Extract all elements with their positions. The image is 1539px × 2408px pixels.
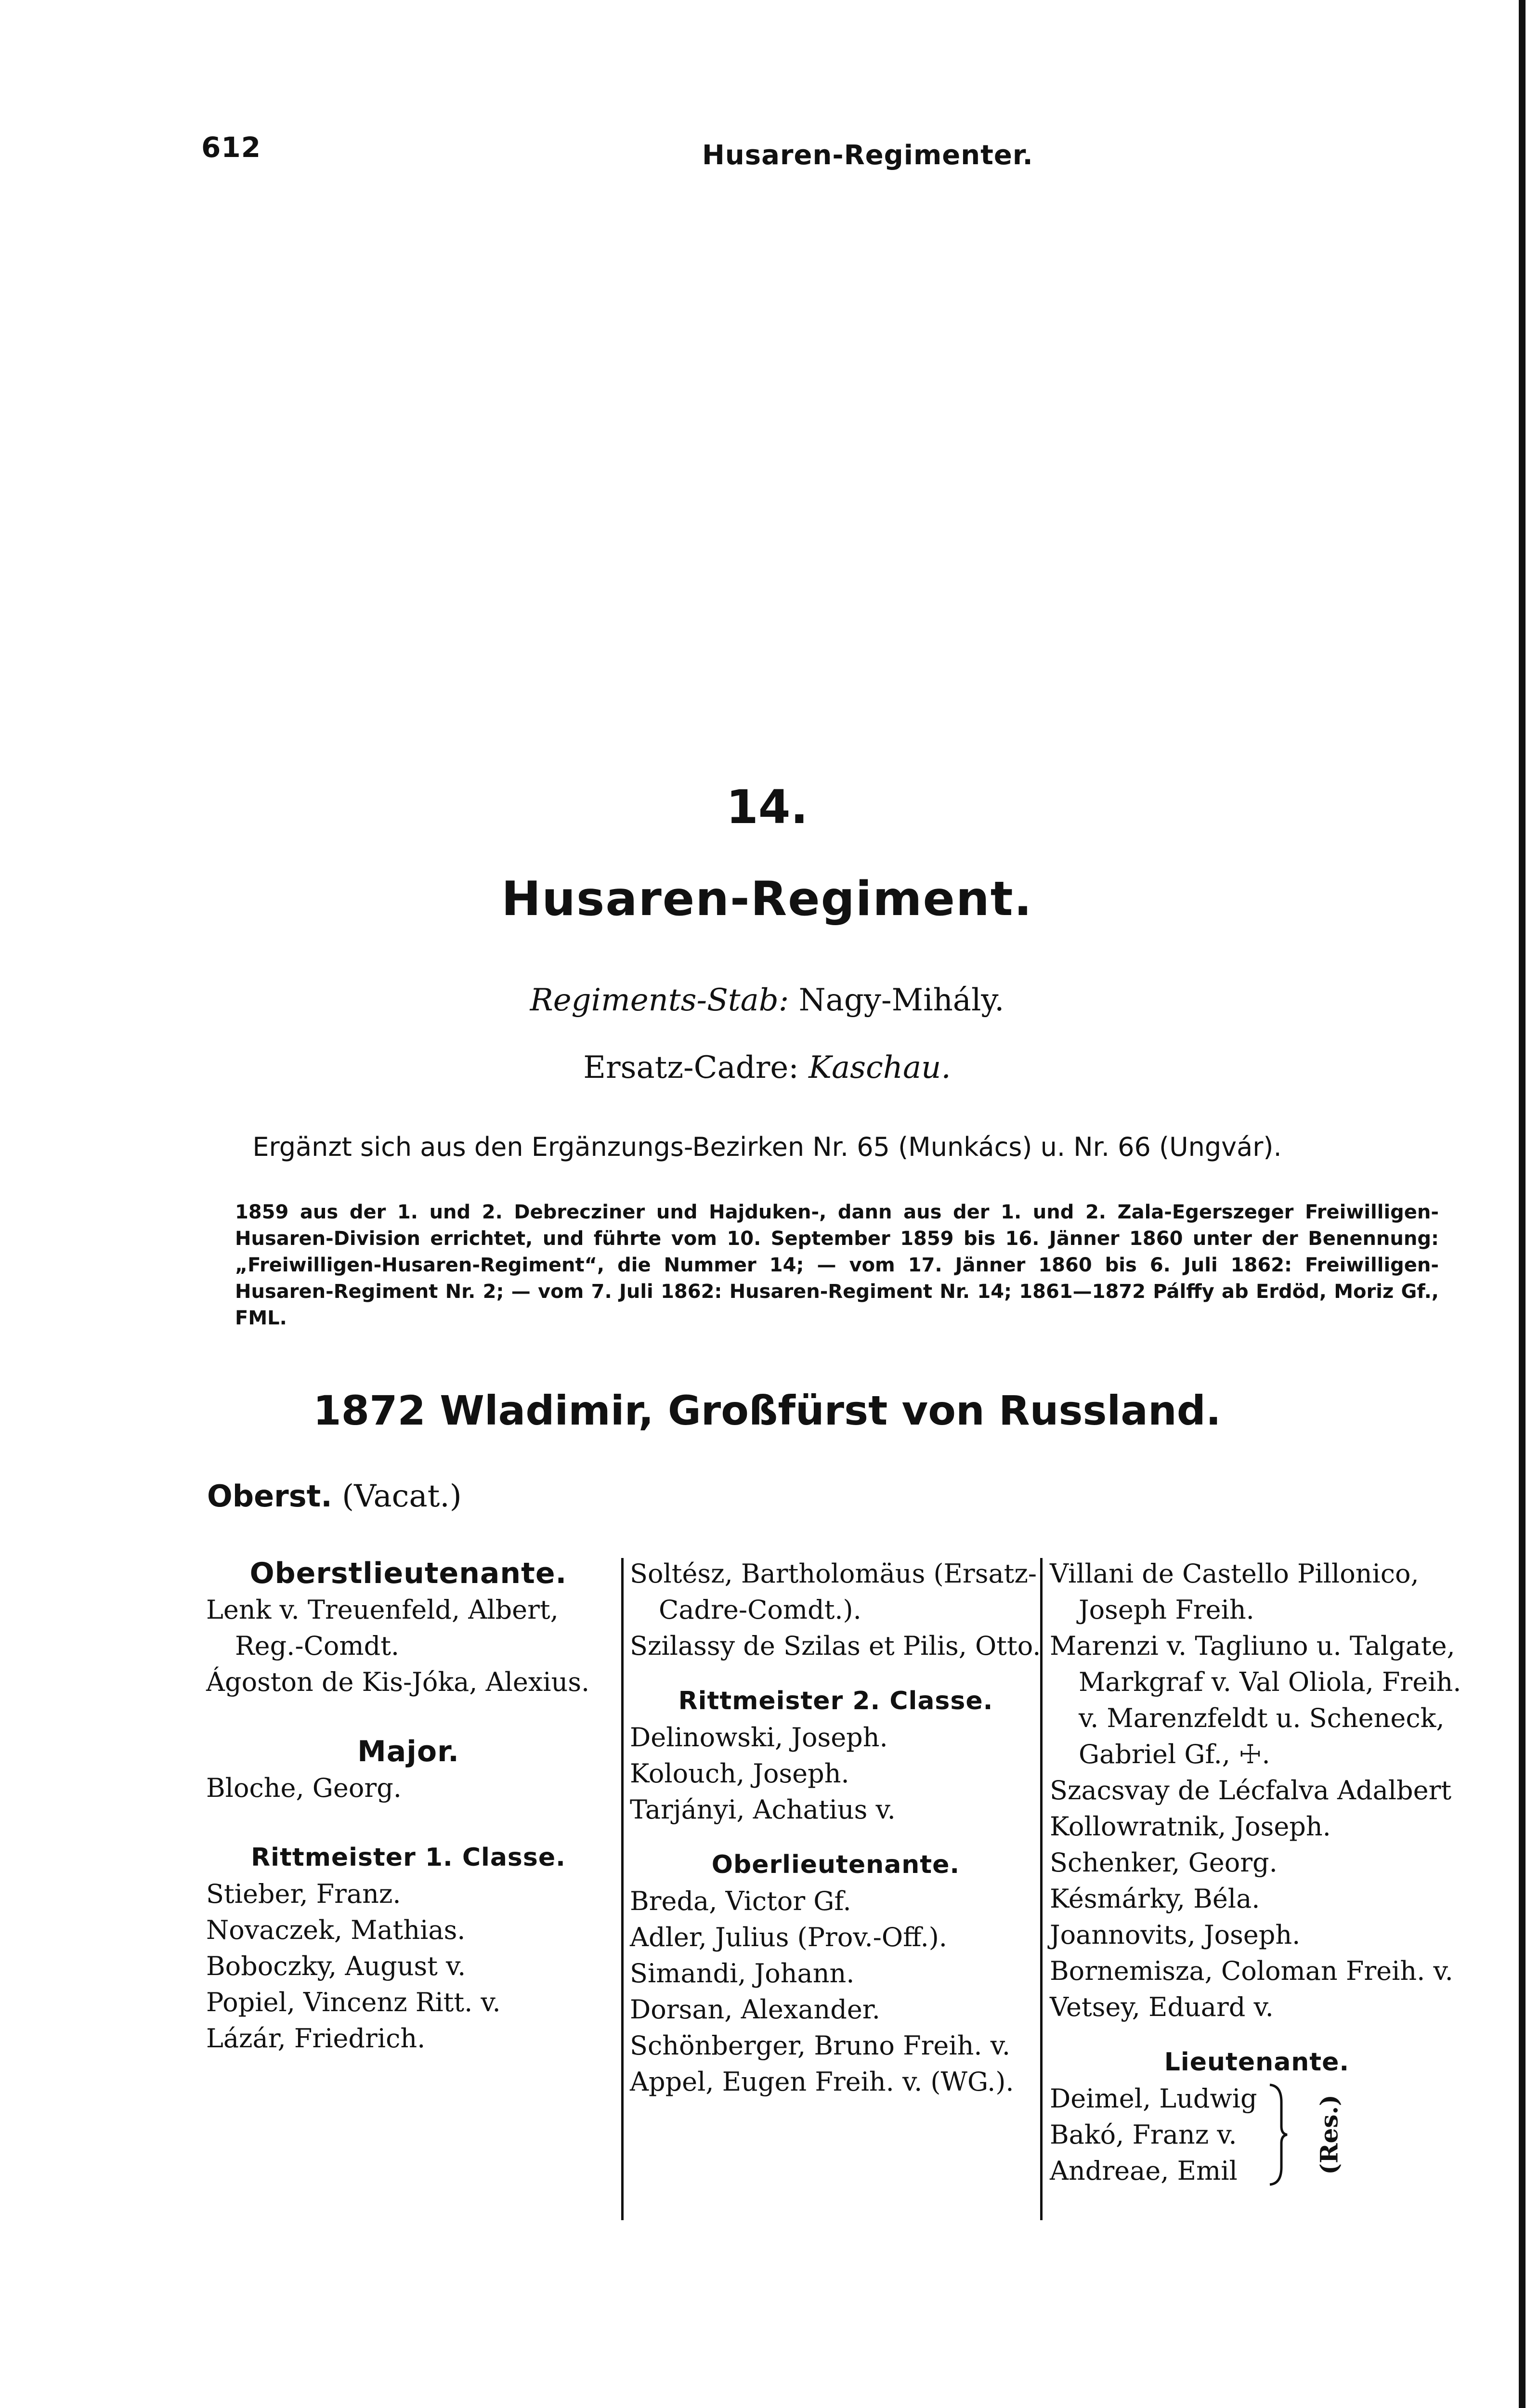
list-item: Schenker, Georg. <box>1050 1847 1278 1878</box>
list-item: Kolouch, Joseph. <box>630 1758 849 1789</box>
list-item: Szilassy de Szilas et Pilis, Otto. <box>630 1631 1041 1661</box>
regiment-owner: 1872 Wladimir, Großfürst von Russland. <box>313 1387 1221 1434</box>
list-item: Bloche, Georg. <box>206 1773 402 1803</box>
list-item: Soltész, Bartholomäus (Ersatz-Cadre-Comdt.). <box>630 1558 1037 1625</box>
list-item: Dorsan, Alexander. <box>630 1994 880 2025</box>
staff-place: Nagy-Mihály. <box>798 982 1004 1018</box>
list-item: Bornemisza, Coloman Freih. v. <box>1050 1956 1453 1986</box>
ersatz-place: Kaschau. <box>809 1050 951 1086</box>
reserve-label-box <box>1289 2081 1369 2189</box>
list-item: Bakó, Franz v. <box>1050 2120 1237 2150</box>
staff-label: Regiments-Stab: <box>530 982 789 1018</box>
section-heading: Oberstlieutenante. <box>249 1557 567 1590</box>
ersatz-label: Ersatz-Cadre: <box>583 1050 799 1086</box>
regiment-staff <box>9 982 1526 1018</box>
list-item: Delinowski, Joseph. <box>630 1722 888 1753</box>
list-item: Tarjányi, Achatius v. <box>630 1794 896 1825</box>
running-title: Husaren-Regimenter. <box>702 140 1033 171</box>
oberst-label: Oberst. <box>207 1479 332 1514</box>
section-heading: Oberlieutenante. <box>711 1850 960 1879</box>
list-item: Adler, Julius (Prov.-Off.). <box>630 1922 947 1952</box>
list-item: Schönberger, Bruno Freih. v. <box>630 2030 1010 2061</box>
section-heading: Rittmeister 1. Classe. <box>251 1843 566 1872</box>
list-item: Popiel, Vincenz Ritt. v. <box>206 1987 501 2017</box>
list-item: Villani de Castello Pillonico, Joseph Freih. <box>1050 1558 1419 1625</box>
list-item: Joannovits, Joseph. <box>1050 1920 1301 1950</box>
list-item: Lázár, Friedrich. <box>206 2023 426 2054</box>
ersatz-cadre <box>9 1050 1526 1086</box>
oberst-line <box>207 1479 462 1514</box>
document-page <box>9 0 1526 2408</box>
recruitment-line: Ergänzt sich aus den Ergänzungs-Bezirken Nr. 65 (Munkács) u. Nr. 66 (Ungvár). <box>252 1132 1282 1162</box>
column-divider <box>621 1558 624 2220</box>
regiment-history: 1859 aus der 1. und 2. Debrecziner und Hajduken-, dann aus der 1. und 2. Zala-Egerszeger Freiwilligen-Husaren-Division errichtet, und führte vom 10. September 1859 bis 16. Jänner 1860 unter der Benennung: „Freiwilligen-Husaren-Regiment“, die Nummer 14; — vom 17. Jänner 1860 bis 6. Juli 1862: Freiwilligen-Husaren-Regiment Nr. 2; — vom 7. Juli 1862: Husaren-Regiment Nr. 14; 1861—1872 Pálffy ab Erdöd, Moriz Gf., FML. <box>235 1201 1439 1329</box>
list-item: Boboczky, August v. <box>206 1951 466 1981</box>
reserve-group <box>1050 2081 1464 2189</box>
list-item: Vetsey, Eduard v. <box>1050 1992 1274 2022</box>
regiment-name: Husaren-Regiment. <box>501 872 1033 927</box>
cross-icon: ☩. <box>1239 1739 1270 1769</box>
reserve-names <box>1050 2081 1257 2189</box>
column-2 <box>630 1556 1042 2100</box>
list-item: Breda, Victor Gf. <box>630 1886 851 1916</box>
list-item: Simandi, Johann. <box>630 1958 855 1989</box>
page-number: 612 <box>201 131 261 164</box>
list-item: Kollowratnik, Joseph. <box>1050 1811 1331 1842</box>
list-item <box>1050 1628 1464 1772</box>
list-item: Andreae, Emil <box>1050 2156 1238 2186</box>
regiment-number: 14. <box>726 780 809 834</box>
section-heading: Lieutenante. <box>1164 2048 1350 2077</box>
list-item: Deimel, Ludwig <box>1050 2083 1257 2114</box>
list-item: Lenk v. Treuenfeld, Albert, Reg.-Comdt. <box>206 1595 559 1661</box>
list-item: Szacsvay de Lécfalva Adalbert <box>1050 1775 1452 1806</box>
column-3 <box>1050 1556 1464 2189</box>
list-item: Stieber, Franz. <box>206 1879 401 1909</box>
reserve-label: (Res.) <box>1315 2094 1343 2175</box>
section-heading: Major. <box>357 1735 459 1768</box>
column-1 <box>206 1556 611 2056</box>
section-heading: Rittmeister 2. Classe. <box>678 1687 993 1715</box>
list-item: Novaczek, Mathias. <box>206 1915 466 1945</box>
list-item: Ágoston de Kis-Jóka, Alexius. <box>206 1667 590 1697</box>
list-item: Appel, Eugen Freih. v. (WG.). <box>630 2067 1014 2097</box>
brace-icon <box>1257 2081 1289 2189</box>
list-item: Késmárky, Béla. <box>1050 1884 1260 1914</box>
list-item-text: Marenzi v. Tagliuno u. Talgate, Markgraf v. Val Oliola, Freih. v. Marenzfeldt u. Scheneck, Gabriel Gf., <box>1050 1631 1461 1769</box>
oberst-value: (Vacat.) <box>342 1479 462 1514</box>
